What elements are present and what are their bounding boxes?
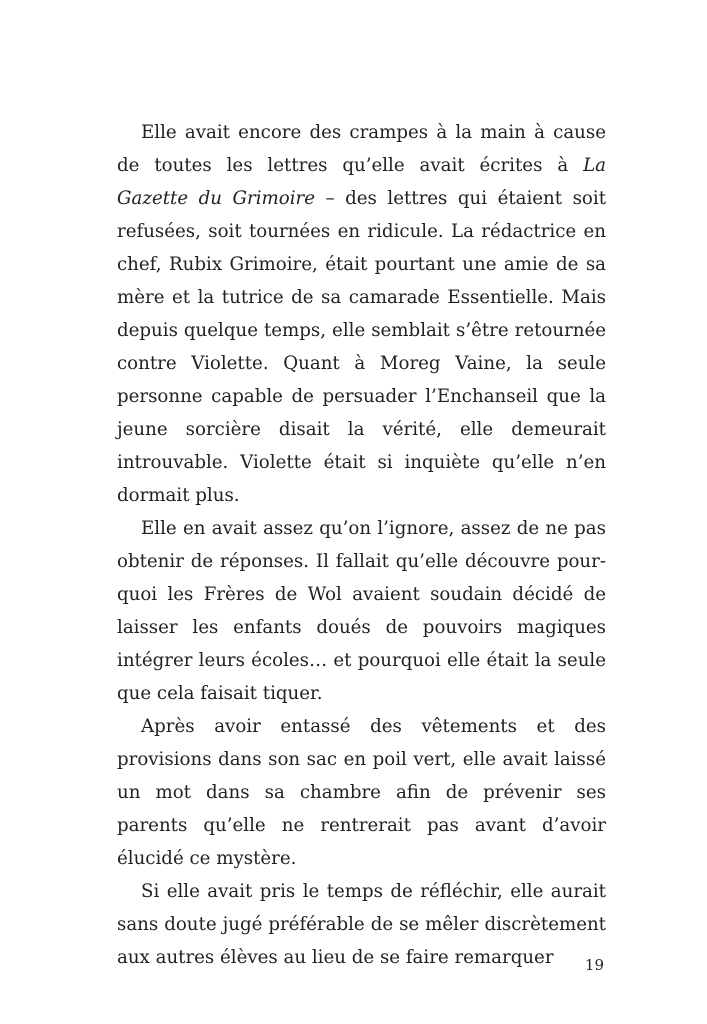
newspaper-title: La Gazette du Grimoire bbox=[117, 155, 606, 209]
paragraph-1 bbox=[117, 116, 606, 512]
paragraph-4: Si elle avait pris le temps de réfléchir, elle aurait sans doute jugé préférable de se mêler discrètement aux autres élèves au lieu de se faire remarquer bbox=[117, 881, 606, 968]
paragraph-2: Elle en avait assez qu’on l’ignore, assez de ne pas obtenir de réponses. Il fallait qu’elle découvre pourquoi les Frères de Wol avaient soudain décidé de laisser les enfants doués de pouvoirs magiques intégrer leurs écoles… et pourquoi elle était la seule que cela faisait tiquer. bbox=[117, 518, 606, 704]
page-number: 19 bbox=[584, 956, 604, 974]
body-text bbox=[117, 116, 606, 974]
paragraph-1-start: Elle avait encore des crampes à la main à cause de toutes les lettres qu’elle avait écrites à bbox=[117, 122, 606, 176]
paragraph-3: Après avoir entassé des vêtements et des provisions dans son sac en poil vert, elle avait laissé un mot dans sa chambre afin de prévenir ses parents qu’elle ne rentrerait pas avant d’avoir élucidé ce mystère. bbox=[117, 716, 606, 869]
paragraph-1-end: – des lettres qui étaient soit refusées, soit tournées en ridicule. La rédactrice en chef, Rubix Grimoire, était pourtant une amie de sa mère et la tutrice de sa camarade Essentielle. Mais depuis quelque temps, elle semblait s’être retournée contre Violette. Quant à Moreg Vaine, la seule personne capable de persuader l’Enchanseil que la jeune sorcière disait la vérité, elle demeurait introuvable. Violette était si inquiète qu’elle n’en dormait plus. bbox=[117, 188, 607, 506]
